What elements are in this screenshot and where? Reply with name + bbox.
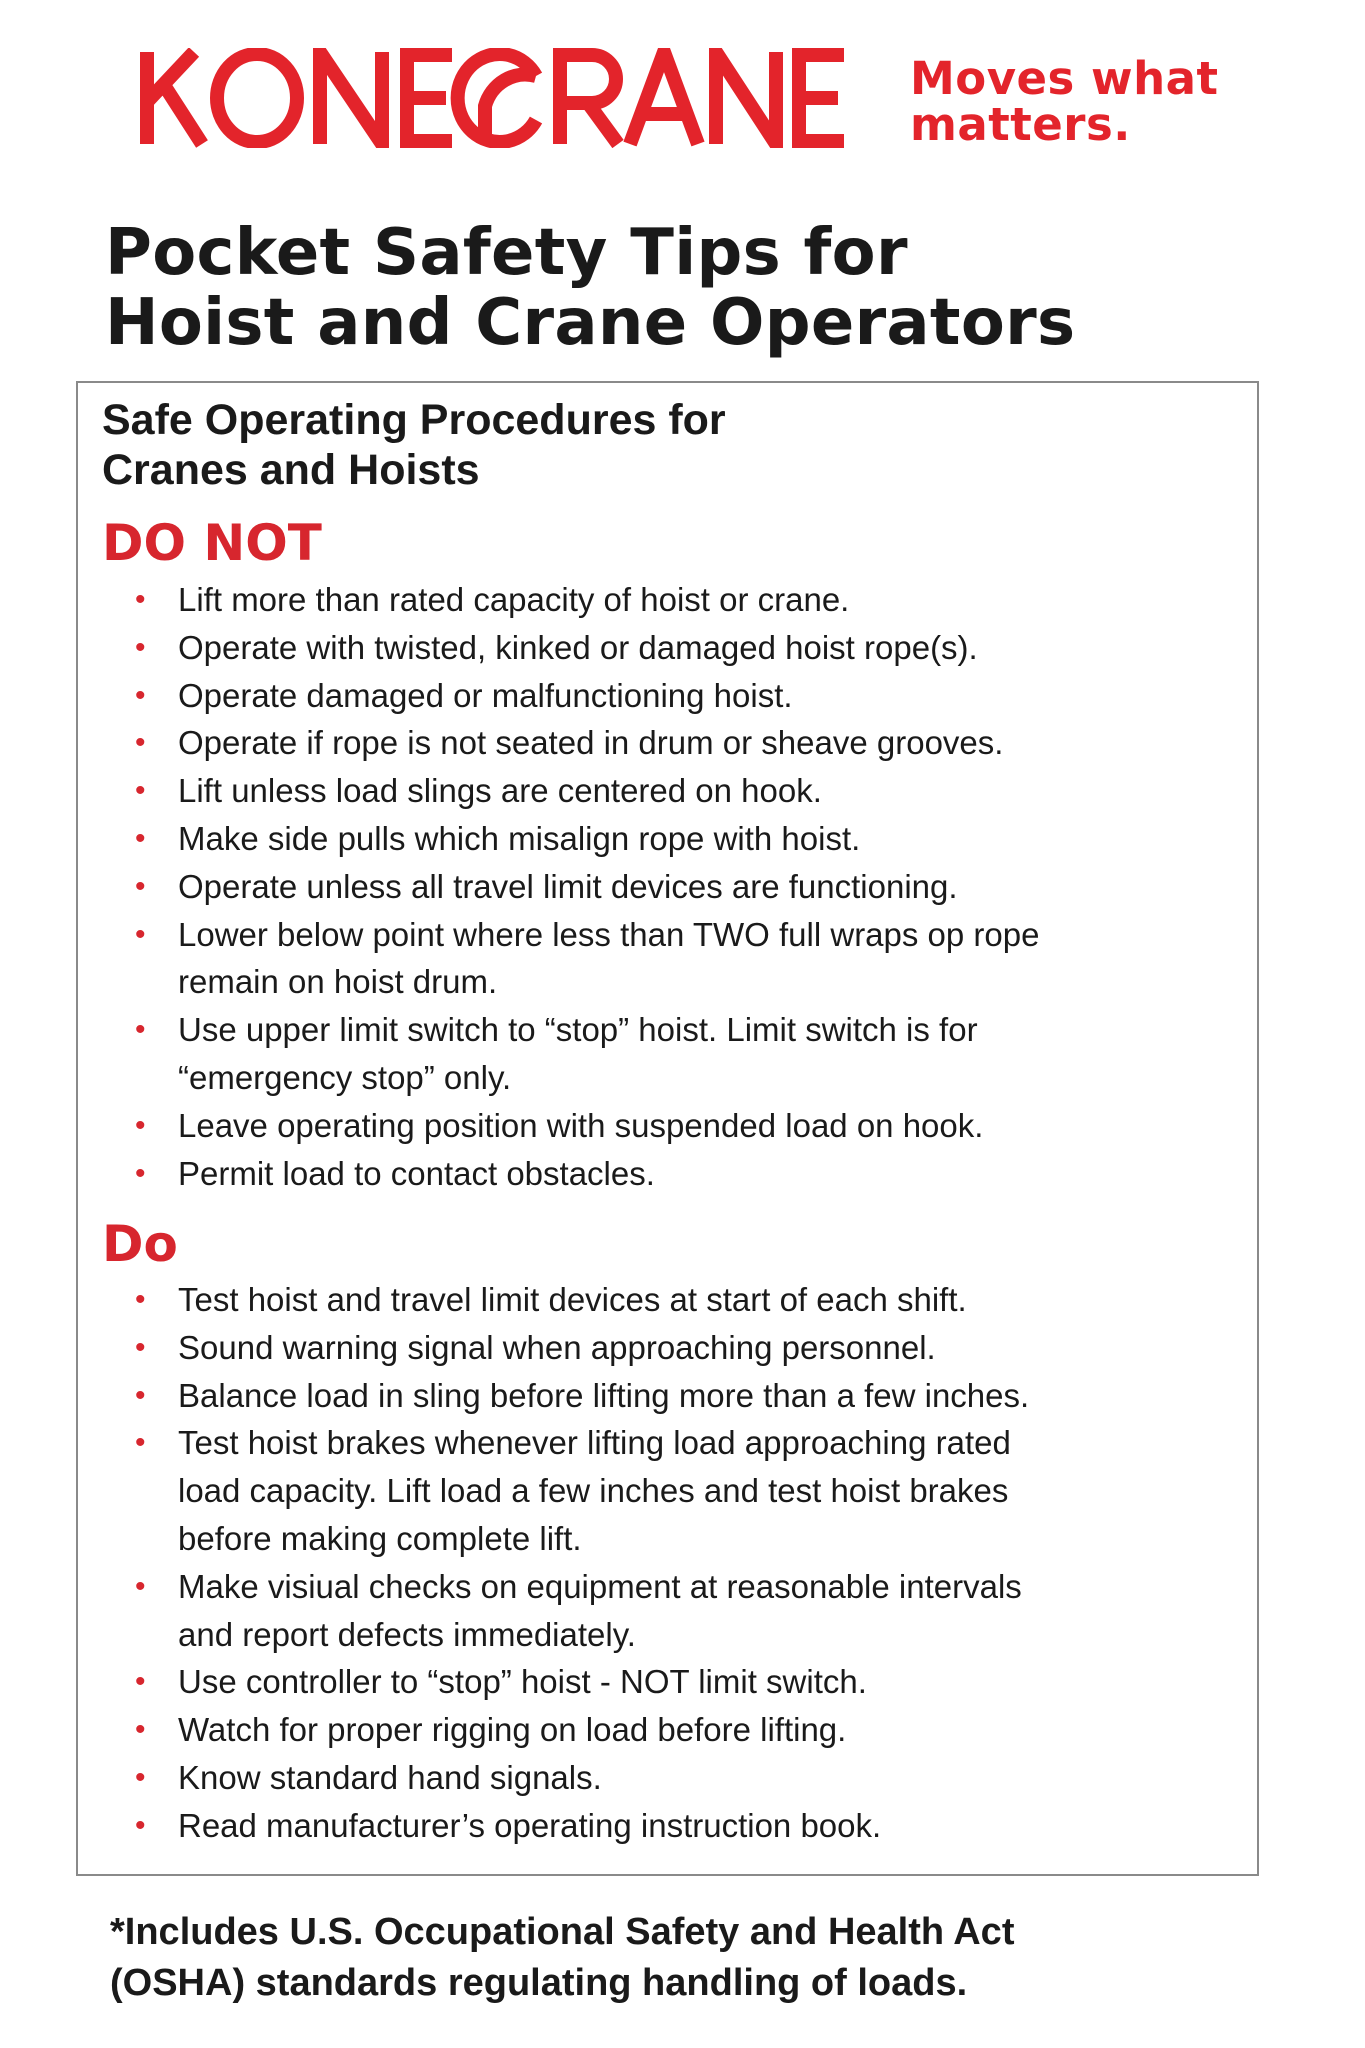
brand-tagline (910, 52, 1240, 151)
bullet-icon: • (135, 1760, 146, 1794)
tip-text-line: load capacity. Lift load a few inches and test hoist brakes (178, 1472, 1009, 1510)
tip-text-line: Leave operating position with suspended load on hook. (178, 1106, 984, 1144)
footnote-line-2: (OSHA) standards regulating handling of loads. (110, 1962, 968, 2004)
page-title (105, 218, 1285, 358)
tip-text-line: Use upper limit switch to “stop” hoist. Limit switch is for (178, 1011, 978, 1049)
bullet-icon: • (135, 1713, 146, 1747)
tagline-line-1: Moves what (910, 52, 1219, 105)
bullet-icon: • (135, 1808, 146, 1842)
tip-text-line: Lift more than rated capacity of hoist or crane. (178, 581, 850, 618)
tip-text-line: Lower below point where less than TWO full wraps op rope (178, 915, 1040, 953)
bullet-icon: • (135, 1330, 146, 1364)
do-item (78, 1754, 1198, 1802)
bullet-icon: • (135, 1665, 146, 1699)
tip-text-line: Operate if rope is not seated in drum or sheave grooves. (178, 724, 1004, 762)
do-not-item (78, 719, 1198, 767)
page-title-line-1: Pocket Safety Tips for (105, 216, 908, 290)
tip-text-line: Know standard hand signals. (178, 1758, 602, 1796)
tagline-line-2: matters. (910, 98, 1131, 151)
bullet-icon: • (135, 774, 146, 808)
bullet-icon: • (135, 1156, 146, 1190)
tip-text-line: Permit load to contact obstacles. (178, 1154, 655, 1192)
tip-text-line: Use controller to “stop” hoist - NOT limit switch. (178, 1663, 867, 1701)
tip-text-line: before making complete lift. (178, 1519, 582, 1557)
header (140, 48, 1240, 158)
card-title (102, 395, 726, 495)
do-item (78, 1706, 1198, 1754)
card-title-line-2: Cranes and Hoists (102, 446, 480, 494)
do-not-item (78, 911, 1198, 1007)
bullet-icon: • (135, 726, 146, 760)
tip-text-line: Operate with twisted, kinked or damaged hoist rope(s). (178, 628, 978, 666)
do-item (78, 1658, 1198, 1706)
bullet-icon: • (135, 821, 146, 855)
tip-text-line: Operate unless all travel limit devices are functioning. (178, 867, 958, 905)
bullet-icon: • (135, 1283, 146, 1316)
do-not-item (78, 863, 1198, 911)
do-item (78, 1802, 1198, 1850)
do-not-item (78, 815, 1198, 863)
bullet-icon: • (135, 583, 146, 616)
do-not-item (78, 1150, 1198, 1198)
osha-footnote (110, 1907, 1014, 2009)
do-not-item (78, 576, 1198, 624)
tip-text-line: Watch for proper rigging on load before lifting. (178, 1711, 847, 1749)
bullet-icon: • (135, 917, 146, 951)
do-not-item (78, 1102, 1198, 1150)
tip-text-line: “emergency stop” only. (178, 1058, 512, 1096)
bullet-icon: • (135, 1378, 146, 1412)
do-list (78, 1276, 1198, 1850)
do-not-list (78, 576, 1198, 1197)
do-not-item (78, 624, 1198, 672)
tip-text-line: Read manufacturer’s operating instruction book. (178, 1806, 882, 1844)
tip-text-line: Make visiual checks on equipment at reasonable intervals (178, 1567, 1022, 1605)
do-item (78, 1419, 1198, 1562)
do-not-item (78, 1006, 1198, 1102)
bullet-icon: • (135, 678, 146, 712)
tip-text-line: Lift unless load slings are centered on hook. (178, 772, 822, 810)
footnote-line-1: *Includes U.S. Occupational Safety and Health Act (110, 1911, 1015, 1953)
tip-text-line: Make side pulls which misalign rope with hoist. (178, 819, 861, 857)
tip-text-line: Sound warning signal when approaching personnel. (178, 1328, 936, 1366)
tip-text-line: Test hoist brakes whenever lifting load approaching rated (178, 1424, 1011, 1462)
bullet-icon: • (135, 630, 146, 664)
do-item (78, 1372, 1198, 1420)
page-title-line-2: Hoist and Crane Operators (105, 286, 1076, 360)
tip-text-line: Operate damaged or malfunctioning hoist. (178, 676, 793, 714)
bullet-icon: • (135, 1426, 146, 1460)
do-item (78, 1276, 1198, 1324)
bullet-icon: • (135, 869, 146, 903)
tip-text-line: Test hoist and travel limit devices at start of each shift. (178, 1281, 967, 1318)
bullet-icon: • (135, 1569, 146, 1603)
tip-text-line: Balance load in sling before lifting more than a few inches. (178, 1376, 1030, 1414)
do-item (78, 1324, 1198, 1372)
do-not-item (78, 767, 1198, 815)
card-title-line-1: Safe Operating Procedures for (102, 396, 726, 444)
do-heading: Do (102, 1215, 178, 1273)
safety-procedures-card (76, 381, 1259, 1876)
konecranes-logo (140, 48, 870, 148)
bullet-icon: • (135, 1108, 146, 1142)
tip-text-line: and report defects immediately. (178, 1615, 636, 1653)
do-item (78, 1563, 1198, 1659)
do-not-item (78, 672, 1198, 720)
do-not-heading: DO NOT (102, 514, 322, 572)
bullet-icon: • (135, 1013, 146, 1047)
tip-text-line: remain on hoist drum. (178, 963, 498, 1001)
